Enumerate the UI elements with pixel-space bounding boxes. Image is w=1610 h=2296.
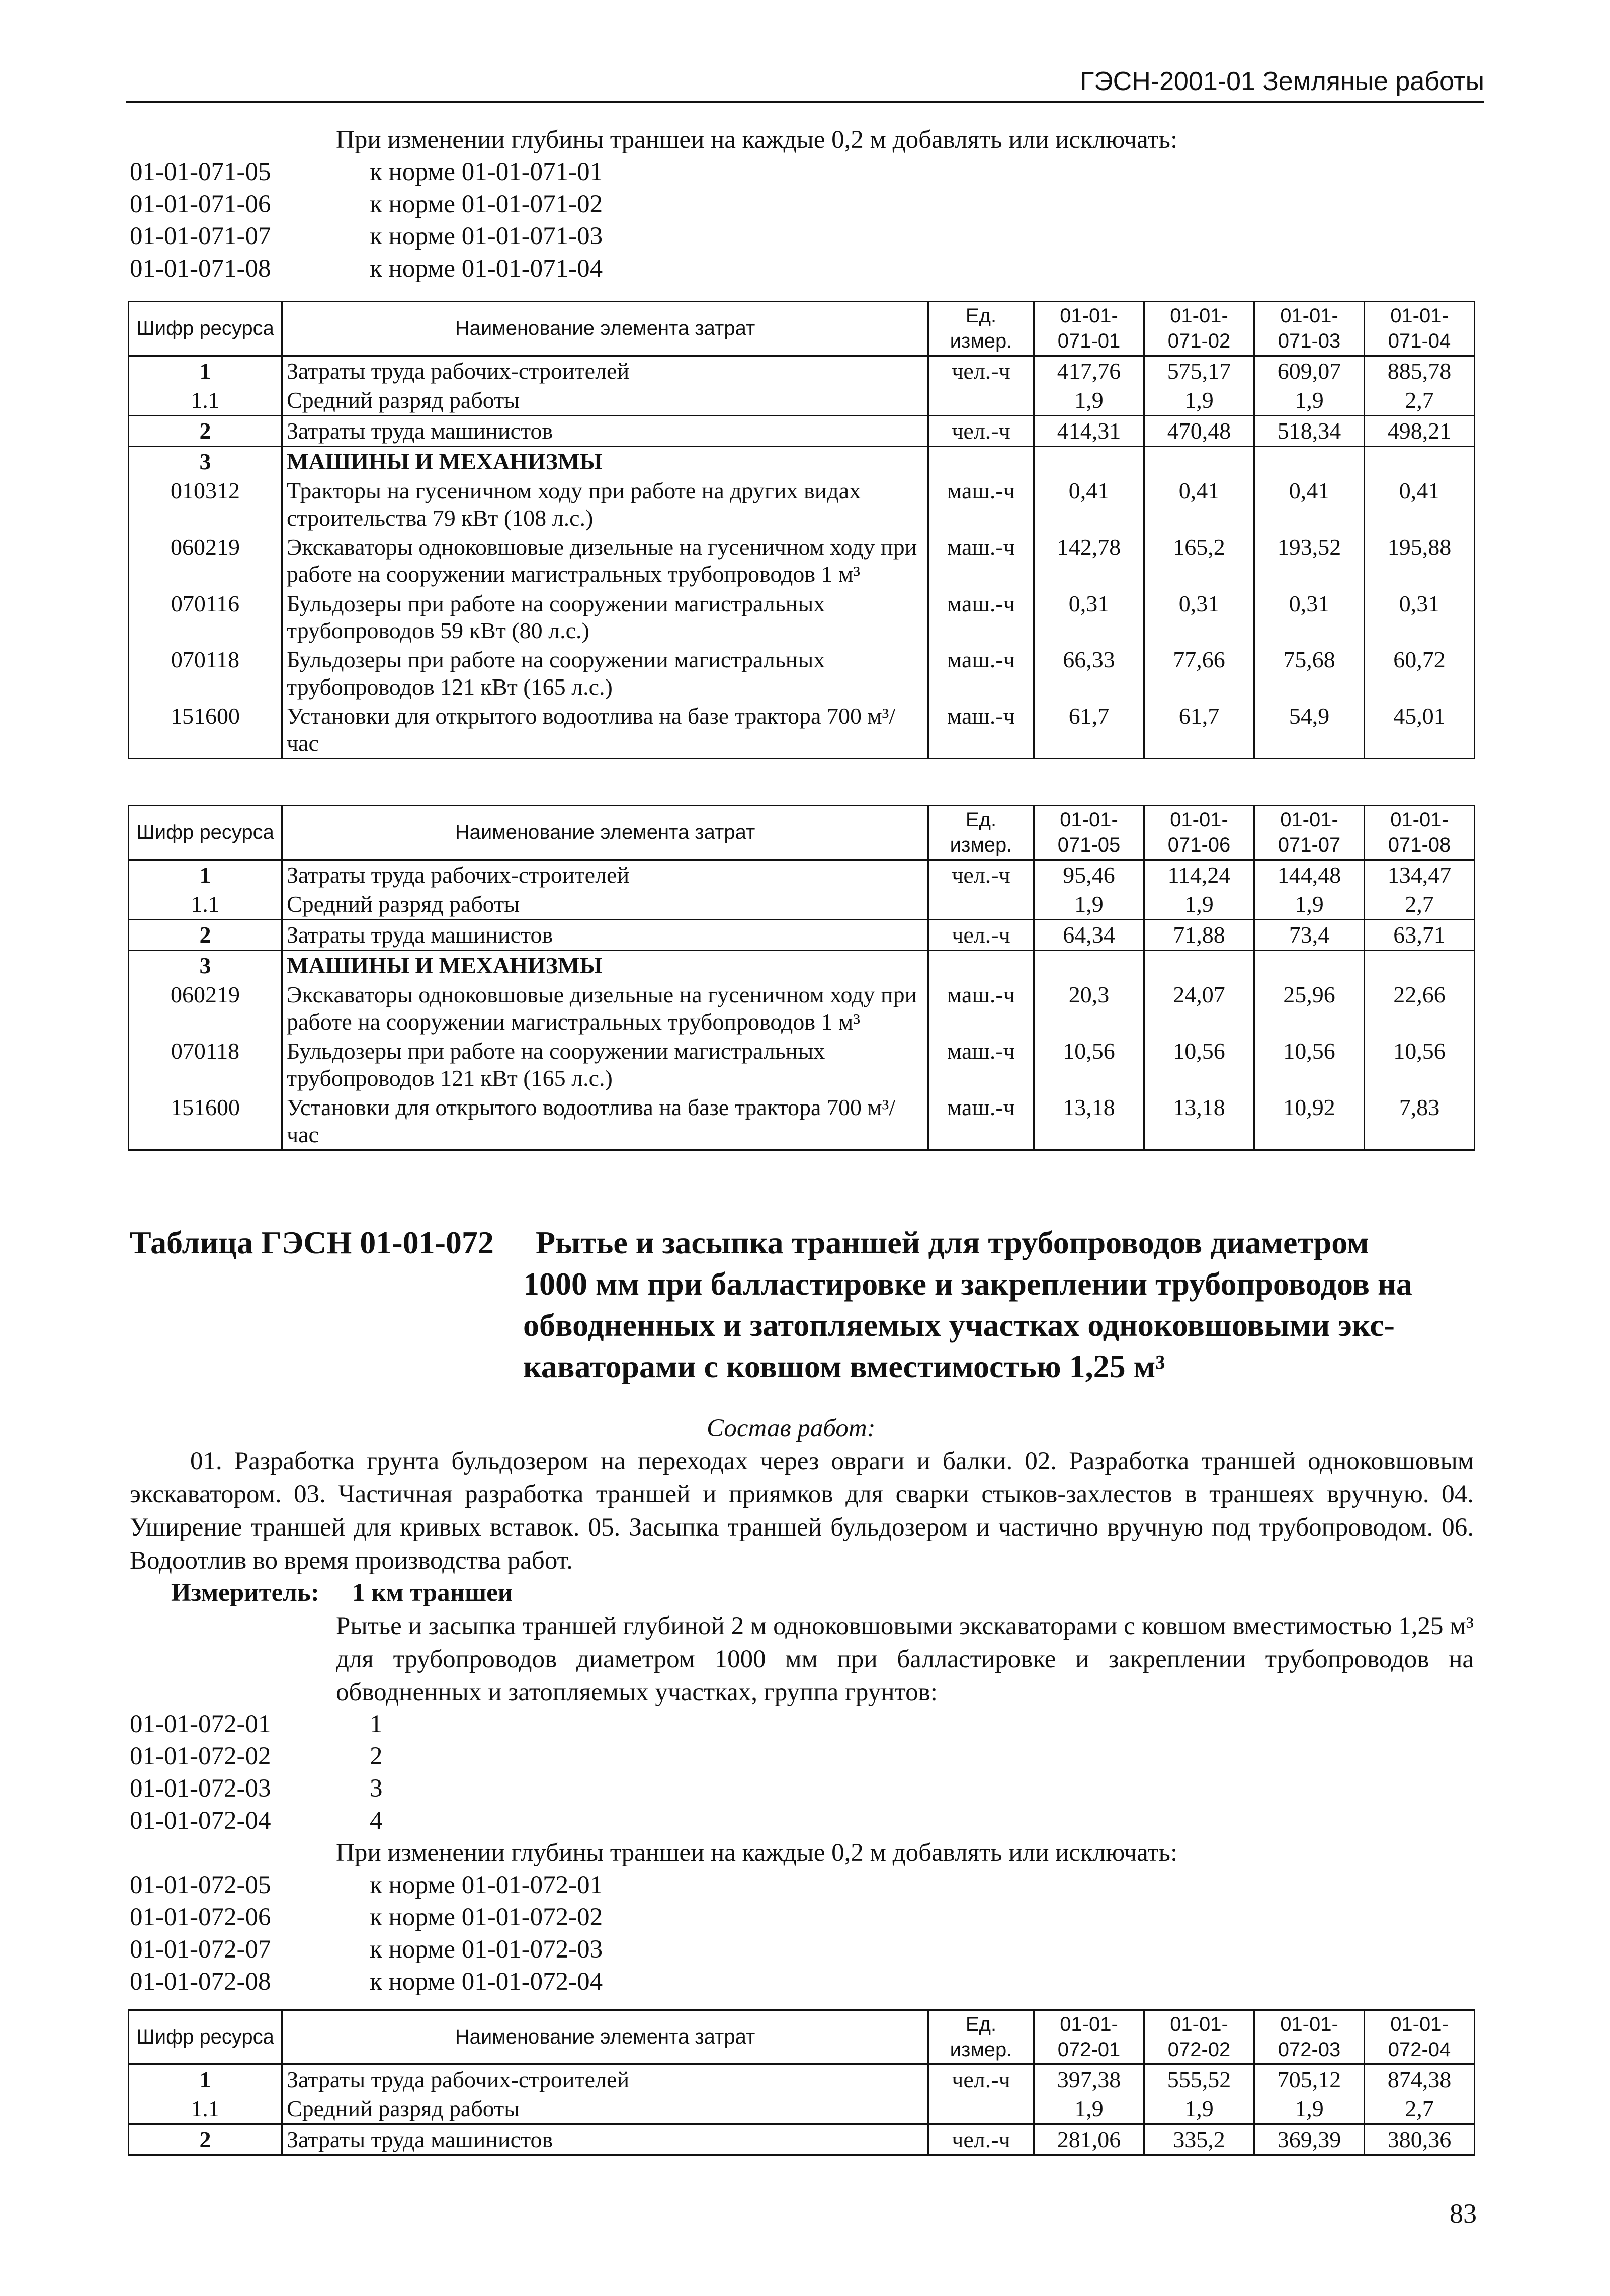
table-row: 1 Затраты труда рабочих-строителей чел.-ч 417,76 575,17 609,07 885,78 (129, 356, 1475, 386)
table-row: 070116 Бульдозеры при работе на сооружении магистральных трубопроводов 59 кВт (80 л.с.) маш.-ч 0,31 0,31 0,31 0,31 (129, 589, 1475, 645)
soil-group: 4 (370, 1807, 383, 1835)
norm-code: 01-01-071-05 (130, 158, 271, 186)
table-title-line: каваторами с ковшом вместимостью 1,25 м³ (523, 1348, 1165, 1384)
resource-table-1 (128, 301, 1475, 759)
norm-text: к норме 01-01-072-01 (370, 1871, 603, 1899)
table-title-line: Рытье и засыпка траншей для трубопроводов диаметром (536, 1225, 1369, 1260)
table-title-line: обводненных и затопляемых участках одноковшовыми экс- (523, 1307, 1395, 1343)
norm-text: к норме 01-01-071-03 (370, 222, 603, 250)
depth-change-intro-2: При изменении глубины траншеи на каждые 0,2 м добавлять или исключать: (336, 1839, 1178, 1867)
col-header-name: Наименование элемента затрат (282, 2010, 928, 2065)
table-header-row (129, 302, 1475, 356)
meter-value: 1 км траншеи (352, 1579, 513, 1607)
table-title-line: 1000 мм при балластировке и закреплении трубопроводов на (523, 1266, 1412, 1302)
table-row: 1.1 Средний разряд работы 1,9 1,9 1,9 2,7 (129, 890, 1475, 920)
table-title-prefix: Таблица ГЭСН 01-01-072 (130, 1225, 494, 1260)
norm-text: к норме 01-01-072-02 (370, 1903, 603, 1931)
col-header-norm: 01-01- 072-04 (1365, 2010, 1475, 2065)
norm-text: к норме 01-01-071-02 (370, 190, 603, 218)
table-row: 151600 Установки для открытого водоотлива на базе трактора 700 м³/час маш.-ч 13,18 13,18 10,92 7,83 (129, 1093, 1475, 1150)
col-header-norm: 01-01- 071-06 (1144, 806, 1254, 860)
norm-code: 01-01-071-07 (130, 222, 271, 250)
col-header-code: Шифр ресурса (129, 302, 282, 356)
col-header-unit: Ед. измер. (928, 2010, 1034, 2065)
norm-text: к норме 01-01-072-04 (370, 1968, 603, 1996)
table-row: 3 МАШИНЫ И МЕХАНИЗМЫ (129, 447, 1475, 477)
table-row: 151600 Установки для открытого водоотлива на базе трактора 700 м³/час маш.-ч 61,7 61,7 54,9 45,01 (129, 702, 1475, 759)
norm-code: 01-01-071-08 (130, 254, 271, 283)
meter-label: Измеритель: (171, 1579, 319, 1607)
col-header-norm: 01-01- 072-02 (1144, 2010, 1254, 2065)
col-header-norm: 01-01- 072-03 (1254, 2010, 1365, 2065)
norm-code: 01-01-072-03 (130, 1774, 271, 1803)
norm-code: 01-01-072-04 (130, 1807, 271, 1835)
norm-text: к норме 01-01-071-01 (370, 158, 603, 186)
norm-text: к норме 01-01-072-03 (370, 1935, 603, 1964)
col-header-norm: 01-01- 071-03 (1254, 302, 1365, 356)
soil-group: 3 (370, 1774, 383, 1803)
norm-code: 01-01-071-06 (130, 190, 271, 218)
col-header-code: Шифр ресурса (129, 2010, 282, 2065)
running-header (126, 64, 1484, 103)
col-header-norm: 01-01- 072-01 (1034, 2010, 1144, 2065)
table-header-row (129, 2010, 1475, 2065)
soil-group: 2 (370, 1742, 383, 1770)
norm-code: 01-01-072-02 (130, 1742, 271, 1770)
col-header-unit: Ед. измер. (928, 302, 1034, 356)
table-row: 1.1 Средний разряд работы 1,9 1,9 1,9 2,7 (129, 386, 1475, 416)
norm-code: 01-01-072-06 (130, 1903, 271, 1931)
composition-text: 01. Разработка грунта бульдозером на переходах через овраги и балки. 02. Разработка траншей одноковшовым экскаватором. 03. Частичная разработка траншей и приямков для сварки стыков-захлестов в траншеях вручную. 04. Уширение траншей для кривых вставок. 05. Засыпка траншей бульдозером и частично вручную под трубопроводом. 06. Водоотлив во время производства работ. (130, 1447, 1474, 1575)
table-row: 070118 Бульдозеры при работе на сооружении магистральных трубопроводов 121 кВт (165 л.с.) маш.-ч 66,33 77,66 75,68 60,72 (129, 645, 1475, 702)
table-row: 060219 Экскаваторы одноковшовые дизельные на гусеничном ходу при работе на сооружении магистральных трубопроводов 1 м³ маш.-ч 20,3 24,07 25,96 22,66 (129, 980, 1475, 1037)
col-header-norm: 01-01- 071-04 (1365, 302, 1475, 356)
col-header-norm: 01-01- 071-01 (1034, 302, 1144, 356)
norm-code: 01-01-072-05 (130, 1871, 271, 1899)
table-row: 2 Затраты труда машинистов чел.-ч 414,31 470,48 518,34 498,21 (129, 416, 1475, 447)
resource-table-3 (128, 2009, 1475, 2156)
col-header-norm: 01-01- 071-08 (1365, 806, 1475, 860)
table-row: 2 Затраты труда машинистов чел.-ч 281,06 335,2 369,39 380,36 (129, 2124, 1475, 2155)
norm-text: к норме 01-01-071-04 (370, 254, 603, 283)
col-header-name: Наименование элемента затрат (282, 302, 928, 356)
col-header-code: Шифр ресурса (129, 806, 282, 860)
table-row: 010312 Тракторы на гусеничном ходу при работе на других видах строительства 79 кВт (108 л.с.) маш.-ч 0,41 0,41 0,41 0,41 (129, 476, 1475, 533)
norm-code: 01-01-072-08 (130, 1968, 271, 1996)
table-row: 1.1 Средний разряд работы 1,9 1,9 1,9 2,7 (129, 2094, 1475, 2124)
table-header-row (129, 806, 1475, 860)
work-description: Рытье и засыпка траншей глубиной 2 м одноковшовыми экскаваторами с ковшом вместимостью 1,25 м³ для трубопроводов диаметром 1000 мм при балластировке и закреплении трубопроводов на обводненных и затопляемых участках, группа грунтов: (336, 1612, 1474, 1707)
table-row: 1 Затраты труда рабочих-строителей чел.-ч 95,46 114,24 144,48 134,47 (129, 860, 1475, 890)
page-number: 83 (1450, 2198, 1477, 2229)
resource-table-2 (128, 805, 1475, 1151)
col-header-norm: 01-01- 071-07 (1254, 806, 1365, 860)
norm-code: 01-01-072-07 (130, 1935, 271, 1964)
col-header-norm: 01-01- 071-05 (1034, 806, 1144, 860)
col-header-unit: Ед. измер. (928, 806, 1034, 860)
table-row: 3 МАШИНЫ И МЕХАНИЗМЫ (129, 951, 1475, 981)
soil-group: 1 (370, 1710, 383, 1738)
table-row: 060219 Экскаваторы одноковшовые дизельные на гусеничном ходу при работе на сооружении магистральных трубопроводов 1 м³ маш.-ч 142,78 165,2 193,52 195,88 (129, 533, 1475, 589)
composition-heading: Состав работ: (707, 1414, 876, 1442)
col-header-name: Наименование элемента затрат (282, 806, 928, 860)
table-row: 2 Затраты труда машинистов чел.-ч 64,34 71,88 73,4 63,71 (129, 920, 1475, 951)
norm-code: 01-01-072-01 (130, 1710, 271, 1738)
col-header-norm: 01-01- 071-02 (1144, 302, 1254, 356)
table-row: 1 Затраты труда рабочих-строителей чел.-ч 397,38 555,52 705,12 874,38 (129, 2064, 1475, 2094)
depth-change-intro-1: При изменении глубины траншеи на каждые 0,2 м добавлять или исключать: (336, 126, 1178, 154)
header-title: ГЭСН-2001-01 Земляные работы (1080, 67, 1484, 96)
table-row: 070118 Бульдозеры при работе на сооружении магистральных трубопроводов 121 кВт (165 л.с.) маш.-ч 10,56 10,56 10,56 10,56 (129, 1037, 1475, 1093)
